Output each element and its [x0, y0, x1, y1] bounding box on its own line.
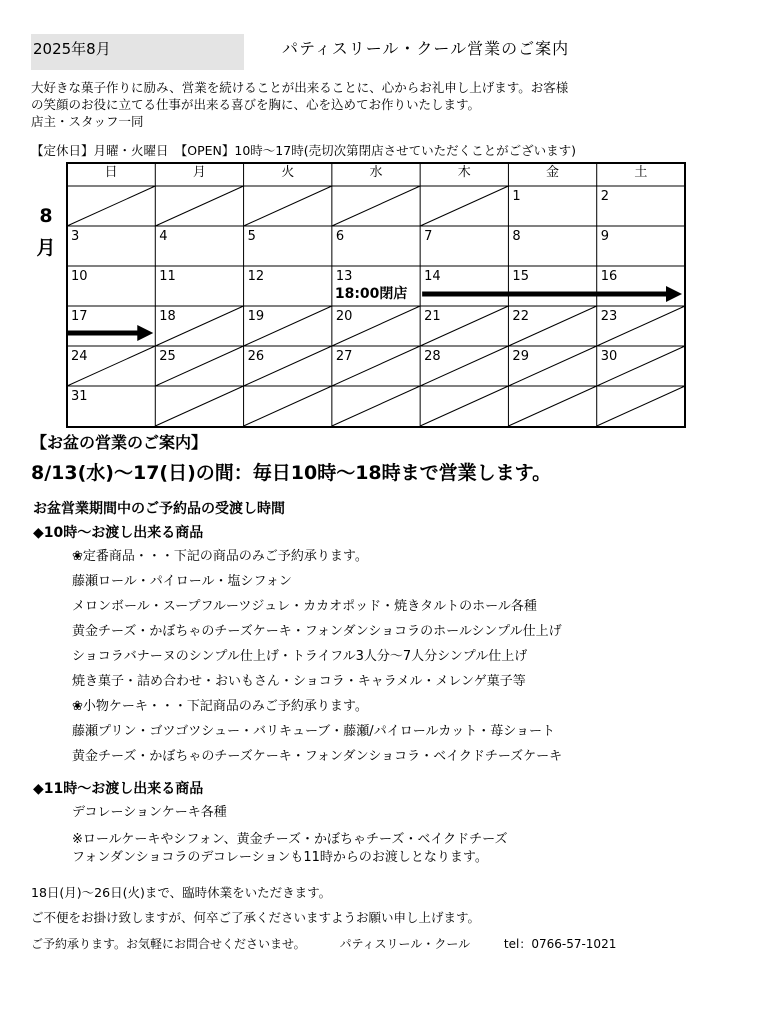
closed-day-slash	[597, 386, 685, 426]
calendar-day: 30	[600, 349, 618, 364]
obon-arrow-row3-head	[666, 286, 682, 302]
business-calendar	[66, 162, 686, 428]
intro-signature: 店主・スタッフ一同	[31, 114, 144, 129]
calendar-day: 7	[424, 229, 433, 244]
calendar-day: 18	[159, 309, 176, 324]
calendar-day: 19	[247, 309, 265, 324]
pickup-item: 焼き菓子・詰め合わせ・おいもさん・ショコラ・キャラメル・メレンゲ菓子等	[72, 674, 526, 689]
closed-day-slash	[67, 186, 155, 226]
closed-day-slash	[155, 386, 243, 426]
calendar-day: 2	[600, 189, 609, 204]
pickup-item: デコレーションケーキ各種	[72, 805, 227, 820]
pickup-times-subtitle: お盆営業期間中のご予約品の受渡し時間	[33, 501, 285, 517]
closed-day-slash	[244, 186, 332, 226]
calendar-day: 15	[512, 269, 529, 284]
calendar-day: 9	[600, 229, 609, 244]
intro-line-1: 大好きな菓子作りに励み、営業を続けることが出来ることに、心からお礼申し上げます。お客様	[31, 80, 569, 95]
shop-name: パティスリール・クール	[339, 937, 471, 951]
intro-line-2: の笑顔のお役に立てる仕事が出来る喜びを胸に、心を込めてお作りいたします。	[31, 97, 481, 112]
calendar-day: 12	[247, 269, 265, 284]
pickup-item: 黄金チーズ・かぼちゃのチーズケーキ・フォンダンショコラのホールシンプル仕上げ	[72, 624, 562, 639]
calendar-day: 5	[247, 229, 256, 244]
page-title: パティスリール・クール営業のご案内	[282, 39, 570, 58]
calendar-day: 22	[512, 309, 529, 324]
reservation-note: ご予約承ります。お気軽にお問合せくださいませ。	[31, 937, 306, 951]
obon-hours-headline: 8/13(水)～17(日)の間：毎日10時～18時まで営業します。	[31, 462, 552, 484]
calendar-day: 14	[424, 269, 441, 284]
pickup-group-11am-title: ◆11時～お渡し出来る商品	[33, 781, 204, 797]
calendar-day: 11	[159, 269, 176, 284]
calendar-day: 16	[600, 269, 618, 284]
pickup-item: ショコラバナーヌのシンプル仕上げ・トライフル3人分～7人分シンプル仕上げ	[72, 649, 528, 664]
business-hours-line: 【定休日】月曜・火曜日 【OPEN】10時～17時(売切次第閉店させていただくことがございます)	[31, 143, 576, 158]
phone-number: tel：0766-57-1021	[503, 937, 617, 951]
weekday-header: 月	[192, 165, 206, 180]
closed-day-slash	[244, 386, 332, 426]
month-tag: 2025年8月	[31, 34, 244, 70]
pickup-item: 藤瀬ロール・パイロール・塩シフォン	[72, 574, 292, 589]
early-close-note: 18:00閉店	[334, 286, 408, 302]
pickup-item: メロンボール・スープフルーツジュレ・カカオポッド・焼きタルトのホール各種	[72, 599, 537, 614]
calendar-day: 29	[512, 349, 529, 364]
weekday-header: 日	[104, 165, 118, 180]
closed-day-slash	[420, 186, 508, 226]
pickup-item: フォンダンショコラのデコレーションも11時からのお渡しとなります。	[72, 850, 488, 865]
calendar-day: 31	[71, 389, 88, 404]
closed-day-slash	[332, 386, 420, 426]
pickup-item: ❀小物ケーキ・・・下記商品のみご予約承ります。	[72, 699, 368, 714]
weekday-header: 金	[546, 165, 560, 180]
calendar-day: 20	[335, 309, 353, 324]
pickup-item: ❀定番商品・・・下記の商品のみご予約承ります。	[72, 549, 368, 564]
closed-day-slash	[155, 186, 243, 226]
intro-message	[31, 79, 731, 130]
apology-notice: ご不便をお掛け致しますが、何卒ご了承くださいますようお願い申し上げます。	[31, 910, 481, 925]
calendar-day: 26	[247, 349, 265, 364]
calendar-month-number: 8	[39, 205, 53, 227]
calendar-month-label	[34, 200, 58, 264]
obon-arrow-row4-head	[137, 325, 153, 341]
closure-notice: 18日(月)～26日(火)まで、臨時休業をいただきます。	[31, 885, 332, 900]
weekday-header: 水	[369, 165, 383, 180]
calendar-day: 27	[335, 349, 353, 364]
closed-day-slash	[508, 386, 596, 426]
weekday-header: 土	[634, 165, 648, 180]
pickup-group-10am-title: ◆10時～お渡し出来る商品	[33, 525, 204, 541]
calendar-month-kanji: 月	[36, 237, 56, 259]
weekday-header: 火	[281, 165, 295, 180]
closed-day-slash	[420, 386, 508, 426]
calendar-day: 1	[512, 189, 521, 204]
calendar-day: 17	[71, 309, 88, 324]
calendar-day: 25	[159, 349, 176, 364]
pickup-item: 黄金チーズ・かぼちゃのチーズケーキ・フォンダンショコラ・ベイクドチーズケーキ	[72, 749, 563, 764]
closed-day-slash	[332, 186, 420, 226]
calendar-day: 28	[424, 349, 441, 364]
pickup-item: 藤瀬プリン・ゴツゴツシュー・バリキューブ・藤瀬/パイロールカット・苺ショート	[72, 724, 556, 739]
calendar-day: 8	[512, 229, 521, 244]
calendar-day: 23	[600, 309, 618, 324]
pickup-item: ※ロールケーキやシフォン、黄金チーズ・かぼちゃチーズ・ベイクドチーズ	[72, 832, 508, 847]
calendar-day: 24	[71, 349, 88, 364]
weekday-header: 木	[457, 165, 471, 180]
obon-section-title: 【お盆の営業のご案内】	[31, 433, 208, 452]
calendar-day: 10	[71, 269, 88, 284]
calendar-day: 21	[424, 309, 441, 324]
calendar-day: 3	[71, 229, 80, 244]
calendar-day: 4	[159, 229, 168, 244]
calendar-day: 6	[335, 229, 345, 244]
contact-line	[31, 935, 646, 953]
calendar-day: 13	[335, 269, 353, 284]
